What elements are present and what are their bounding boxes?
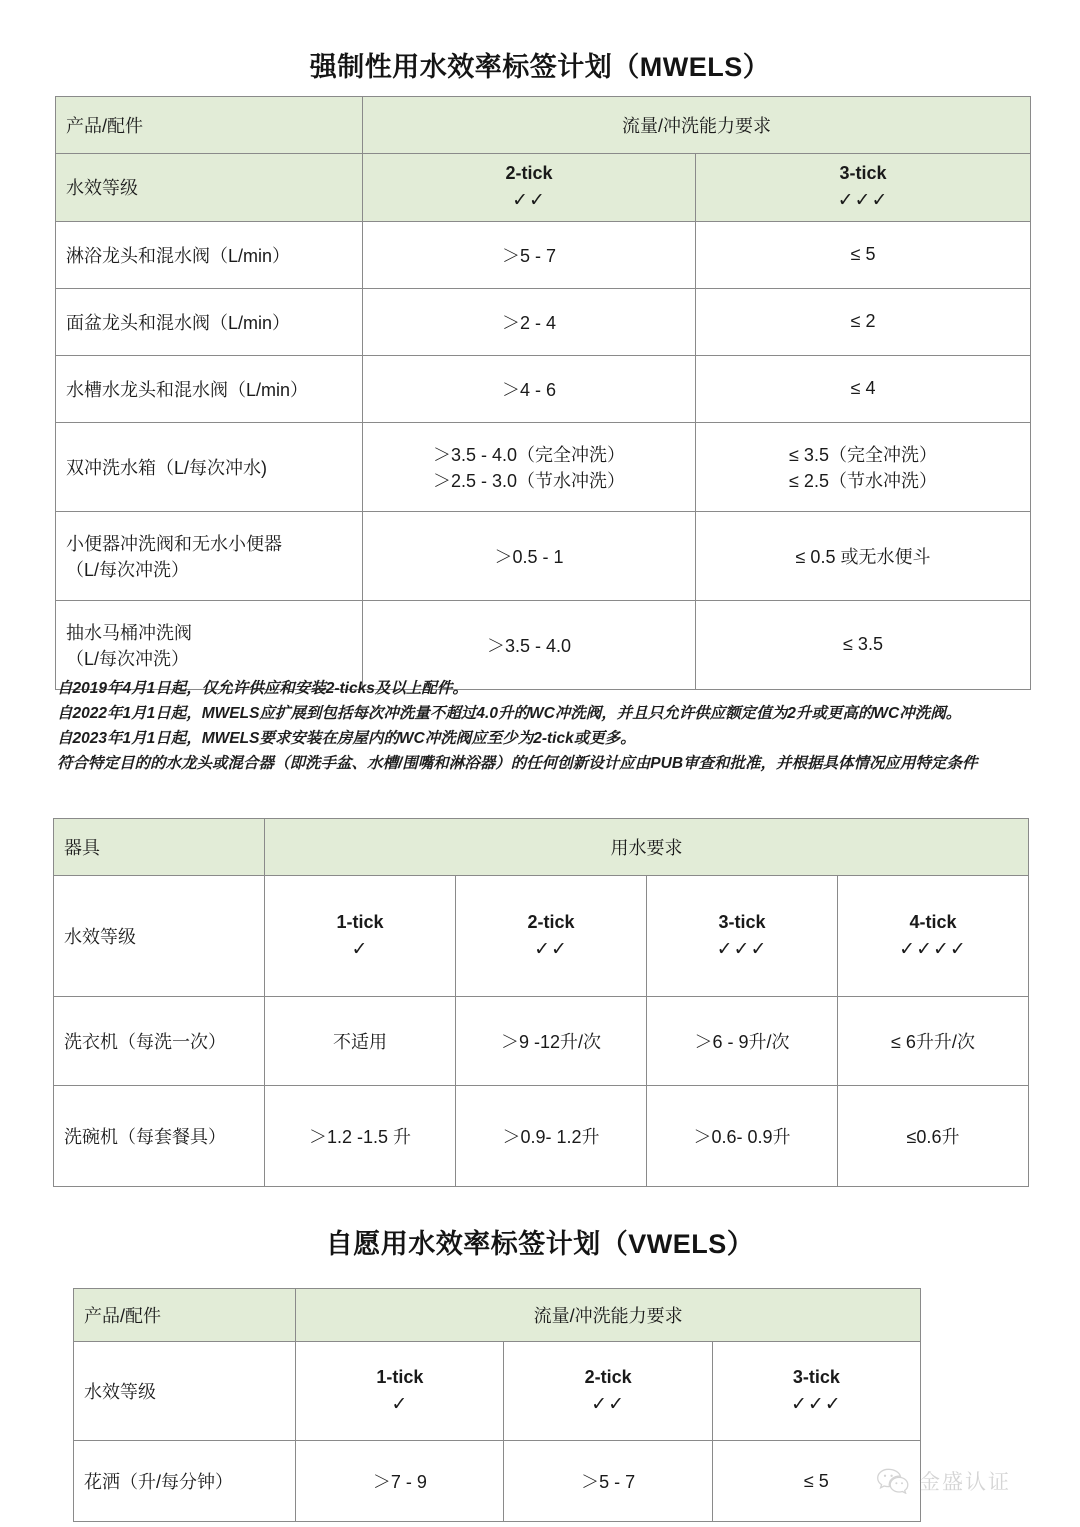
row-value-2tick: ＞5 - 7	[504, 1441, 712, 1522]
grade-ticks: ✓✓	[591, 1393, 626, 1415]
grade-ticks: ✓✓✓	[716, 938, 768, 960]
row-value-2tick: ＞3.5 - 4.0	[363, 600, 696, 689]
row-value-2tick: ＞9 -12升/次	[456, 997, 647, 1086]
table-row	[74, 1441, 921, 1522]
wechat-icon	[876, 1468, 910, 1494]
row-item-line: 小便器冲洗阀和无水小便器	[66, 533, 282, 554]
page-title-vwels: 自愿用水效率标签计划（VWELS）	[325, 1229, 755, 1259]
grade-name: 2-tick	[584, 1366, 632, 1387]
row-item-line: （L/每次冲洗）	[66, 559, 190, 580]
note-line: 自2022年1月1日起，MWELS应扩展到包括每次冲洗量不超过4.0升的WC冲洗阀，并且只允许供应额定值为2升或更高的WC冲洗阀。	[57, 705, 962, 722]
header-grade-label: 水效等级	[54, 876, 265, 997]
row-value-2tick: ＞2 - 4	[363, 288, 696, 355]
table-row	[56, 355, 1031, 422]
grade-name: 3-tick	[839, 163, 887, 183]
header-grade-label: 水效等级	[56, 154, 363, 222]
watermark	[876, 1466, 1011, 1496]
grade-ticks: ✓	[351, 938, 369, 960]
header-grade-1tick	[265, 876, 456, 997]
header-product-label: 产品/配件	[74, 1289, 296, 1342]
grade-name: 2-tick	[527, 911, 575, 932]
table-row	[56, 422, 1031, 511]
header-flow-requirement: 流量/冲洗能力要求	[363, 97, 1031, 154]
row-value-2tick: ＞5 - 7	[363, 221, 696, 288]
header-product-label: 产品/配件	[56, 97, 363, 154]
grade-ticks: ✓✓✓✓	[899, 938, 967, 960]
header-grade-2tick	[363, 154, 696, 222]
table-row	[54, 997, 1029, 1086]
row-value-3tick: ＞0.6- 0.9升	[647, 1086, 838, 1187]
table-header-row	[74, 1289, 921, 1342]
notes-block	[57, 676, 1057, 776]
grade-name: 1-tick	[336, 911, 384, 932]
grade-ticks: ✓	[391, 1393, 409, 1415]
header-grade-3tick	[647, 876, 838, 997]
header-grade-2tick	[456, 876, 647, 997]
row-value-line: ＞3.5 - 4.0（完全冲洗）	[432, 444, 626, 465]
table-header-row	[56, 97, 1031, 154]
grade-name: 3-tick	[718, 911, 766, 932]
row-item-label: 淋浴龙头和混水阀（L/min）	[56, 221, 363, 288]
header-grade-3tick	[712, 1342, 920, 1441]
row-value-2tick: ＞0.9- 1.2升	[456, 1086, 647, 1187]
table-header-row	[54, 819, 1029, 876]
grade-ticks: ✓✓	[512, 190, 546, 211]
table-row	[56, 511, 1031, 600]
row-value-1tick: ＞7 - 9	[296, 1441, 504, 1522]
row-item-label: 水槽水龙头和混水阀（L/min）	[56, 355, 363, 422]
header-grade-label: 水效等级	[74, 1342, 296, 1441]
row-item-label: 双冲洗水箱（L/每次冲水)	[56, 422, 363, 511]
header-grade-4tick	[838, 876, 1029, 997]
header-grade-1tick	[296, 1342, 504, 1441]
header-appliance-label: 器具	[54, 819, 265, 876]
table-grade-row	[74, 1342, 921, 1441]
row-item-line: （L/每次冲洗）	[66, 648, 190, 669]
row-value-3tick: ≤ 0.5 或无水便斗	[696, 511, 1031, 600]
note-line: 符合特定目的的水龙头或混合器（即洗手盆、水槽/围嘴和淋浴器）的任何创新设计应由PUB审查和批准，并根据具体情况应用特定条件	[57, 755, 978, 772]
row-item-label: 洗衣机（每洗一次）	[54, 997, 265, 1086]
row-item-line: 抽水马桶冲洗阀	[66, 622, 192, 643]
header-water-requirement: 用水要求	[265, 819, 1029, 876]
table-row	[56, 288, 1031, 355]
row-value-1tick: ＞1.2 -1.5 升	[265, 1086, 456, 1187]
table-grade-row	[56, 154, 1031, 222]
header-grade-3tick	[696, 154, 1031, 222]
row-value-1tick: 不适用	[265, 997, 456, 1086]
header-grade-2tick	[504, 1342, 712, 1441]
row-item-label: 花洒（升/每分钟）	[74, 1441, 296, 1522]
row-value-3tick	[696, 422, 1031, 511]
row-value-3tick: ≤ 4	[696, 355, 1031, 422]
mwels-requirements-table	[55, 96, 1031, 690]
row-item-label: 洗碗机（每套餐具）	[54, 1086, 265, 1187]
grade-ticks: ✓✓✓	[790, 1393, 842, 1415]
watermark-label: 金盛认证	[919, 1471, 1011, 1494]
row-value-line: ≤ 3.5（完全冲洗）	[789, 444, 937, 465]
row-value-4tick: ≤ 6升升/次	[838, 997, 1029, 1086]
table-grade-row	[54, 876, 1029, 997]
appliances-requirements-table	[53, 818, 1029, 1187]
row-item-label	[56, 511, 363, 600]
row-value-3tick: ≤ 2	[696, 288, 1031, 355]
row-value-3tick: ≤ 5	[696, 221, 1031, 288]
grade-name: 4-tick	[909, 911, 957, 932]
note-line: 自2023年1月1日起，MWELS要求安装在房屋内的WC冲洗阀应至少为2-tick或更多。	[57, 730, 636, 747]
grade-ticks: ✓✓✓	[837, 190, 889, 211]
row-value-3tick: ≤ 5	[712, 1441, 920, 1522]
grade-ticks: ✓✓	[534, 938, 568, 960]
grade-name: 1-tick	[376, 1366, 424, 1387]
row-value-2tick: ＞4 - 6	[363, 355, 696, 422]
table-row	[56, 221, 1031, 288]
table-row	[54, 1086, 1029, 1187]
row-value-2tick: ＞0.5 - 1	[363, 511, 696, 600]
note-line: 自2019年4月1日起，仅允许供应和安装2-ticks及以上配件。	[57, 680, 468, 697]
header-flow-requirement: 流量/冲洗能力要求	[296, 1289, 921, 1342]
row-value-2tick	[363, 422, 696, 511]
row-value-3tick: ≤ 3.5	[696, 600, 1031, 689]
grade-name: 3-tick	[792, 1366, 840, 1387]
row-value-3tick: ＞6 - 9升/次	[647, 997, 838, 1086]
row-value-line: ＞2.5 - 3.0（节水冲洗）	[432, 470, 626, 491]
grade-name: 2-tick	[505, 163, 553, 183]
row-item-label: 面盆龙头和混水阀（L/min）	[56, 288, 363, 355]
row-value-line: ≤ 2.5（节水冲洗）	[789, 470, 937, 491]
vwels-requirements-table	[73, 1288, 921, 1522]
page-title-mwels: 强制性用水效率标签计划（MWELS）	[309, 52, 771, 82]
row-value-4tick: ≤0.6升	[838, 1086, 1029, 1187]
